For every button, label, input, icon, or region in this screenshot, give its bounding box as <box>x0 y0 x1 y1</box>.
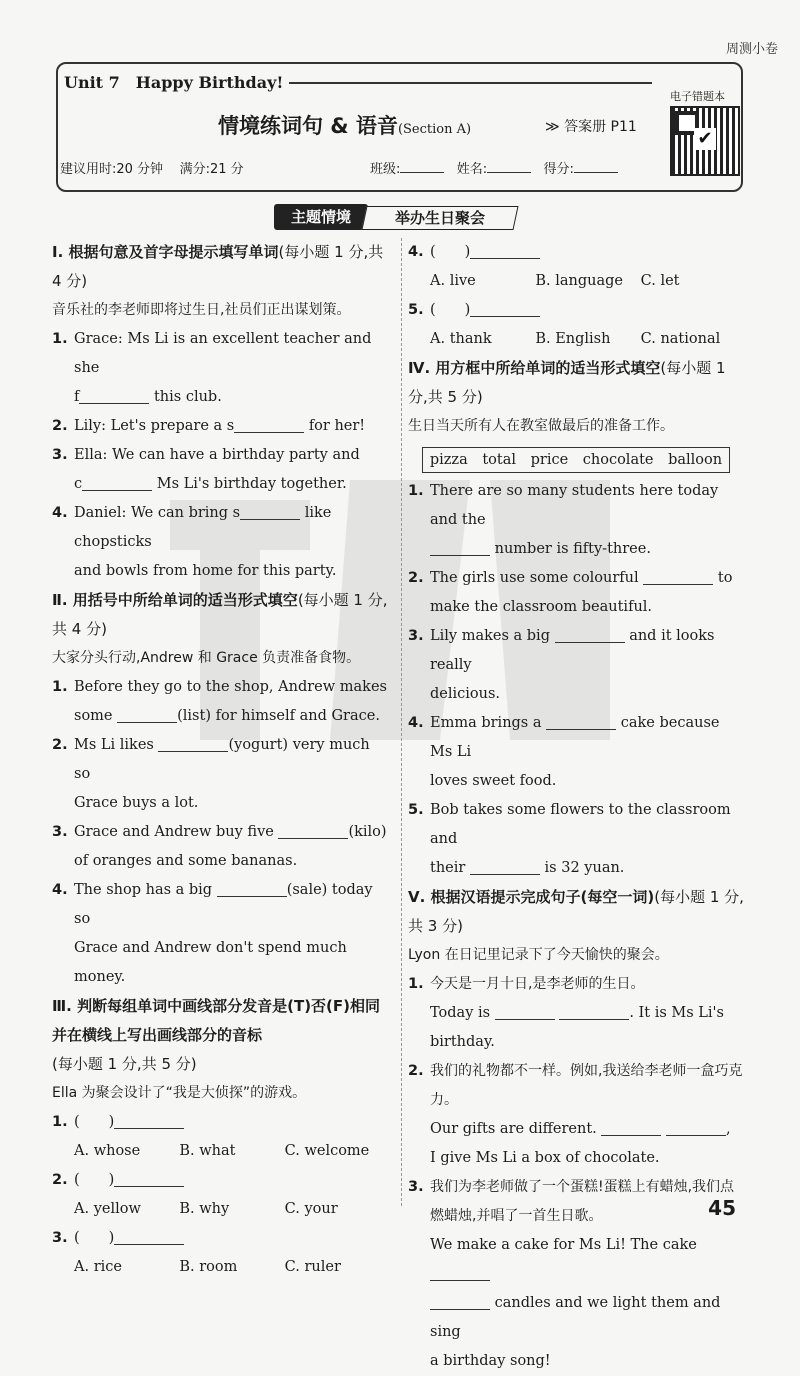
title-text: 情境练词句 & 语音 <box>218 114 398 138</box>
s4-score: (每小题 1 分,共 5 分) <box>408 359 726 406</box>
option-b: B. language <box>535 273 623 289</box>
q-text: Grace and Andrew don't spend much money. <box>74 940 347 985</box>
q-number: 5. <box>408 802 424 818</box>
q-text: Ms Li's birthday together. <box>156 476 347 492</box>
qr-code-icon[interactable] <box>670 106 740 176</box>
answer-blank[interactable] <box>117 706 177 723</box>
phonetic-blank[interactable] <box>114 1228 184 1245</box>
q-text: loves sweet food. <box>430 773 557 789</box>
option-b: B. English <box>535 331 611 347</box>
q-text: for her! <box>308 418 366 434</box>
q-text: I give Ms Li a box of chocolate. <box>430 1150 660 1166</box>
q-text: candles and we light them and sing <box>430 1295 721 1340</box>
q-number: 1. <box>52 331 68 347</box>
q-text: . It is Ms Li's <box>629 1005 724 1021</box>
section-2-heading <box>52 586 390 644</box>
q-chinese: 我们的礼物都不一样。例如,我送给李老师一盒巧克力。 <box>430 1063 743 1108</box>
page-number: 45 <box>708 1196 736 1220</box>
score-label: 得分: <box>543 162 574 177</box>
answer-blank[interactable] <box>495 1003 555 1020</box>
tf-paren[interactable]: ( ) <box>74 1172 115 1188</box>
option-b: B. what <box>179 1143 236 1159</box>
s5-question-2 <box>408 1057 746 1173</box>
q-text: and bowls from home for this party. <box>74 563 337 579</box>
phonetic-blank[interactable] <box>114 1112 184 1129</box>
s2-question-1 <box>52 673 390 731</box>
q-text: Ella: We can have a birthday party and <box>74 447 360 463</box>
q-text: is 32 yuan. <box>544 860 625 876</box>
s3-question-5 <box>408 296 746 325</box>
q-text: Lily: Let's prepare a s <box>74 418 235 434</box>
q-text: Grace buys a lot. <box>74 795 199 811</box>
option-c: C. national <box>640 331 721 347</box>
q-text: like chopsticks <box>74 505 332 550</box>
s2-question-3 <box>52 818 390 876</box>
q-text: to <box>717 570 733 586</box>
q-number: 3. <box>52 447 68 463</box>
section-3-heading <box>52 992 390 1079</box>
s2-score: (每小题 1 分,共 4 分) <box>52 591 388 638</box>
unit-title: Unit 7 Happy Birthday! <box>64 70 289 93</box>
s3-question-1 <box>52 1108 390 1137</box>
q-number: 2. <box>52 418 68 434</box>
answer-blank[interactable] <box>158 735 228 752</box>
answer-blank[interactable] <box>79 387 149 404</box>
phonetic-blank[interactable] <box>470 242 540 259</box>
q-text: Lily makes a big <box>430 628 550 644</box>
q-number: 4. <box>408 715 424 731</box>
q-text: Grace and Andrew buy five <box>74 824 274 840</box>
q-number: 1. <box>408 483 424 499</box>
q-hint: c <box>74 476 83 492</box>
section-5-context: Lyon 在日记里记录下了今天愉快的聚会。 <box>408 947 669 963</box>
q-text: (sale) today so <box>74 882 373 927</box>
s1-question-1 <box>52 325 390 412</box>
option-c: C. your <box>284 1201 338 1217</box>
q-text: (kilo) <box>348 824 387 840</box>
s4-question-4 <box>408 709 746 796</box>
option-c: C. ruler <box>284 1259 341 1275</box>
q-text: Daniel: We can bring s <box>74 505 241 521</box>
q-text: (yogurt) very much so <box>74 737 370 782</box>
q-number: 2. <box>52 1172 68 1188</box>
s3-options-4 <box>408 267 746 296</box>
q-number: 5. <box>408 302 424 318</box>
q-chinese: 今天是一月十日,是李老师的生日。 <box>430 976 645 992</box>
s3-options-3 <box>52 1253 390 1282</box>
tf-paren[interactable]: ( ) <box>74 1114 115 1130</box>
q-chinese: 我们为李老师做了一个蛋糕!蛋糕上有蜡烛,我们点燃蜡烛,并唱了一首生日歌。 <box>430 1179 735 1224</box>
q-text: (list) for himself and Grace. <box>177 708 380 724</box>
s4-head-text: Ⅳ. 用方框中所给单词的适当形式填空 <box>408 359 661 377</box>
section-label: (Section A) <box>397 122 472 137</box>
q-number: 1. <box>52 1114 68 1130</box>
q-number: 4. <box>52 882 68 898</box>
s3-score: (每小题 1 分,共 5 分) <box>52 1055 197 1073</box>
answer-blank[interactable] <box>666 1119 726 1136</box>
phonetic-blank[interactable] <box>470 300 540 317</box>
theme-tag: 主题情境 <box>274 204 368 230</box>
q-text: The girls use some colourful <box>430 570 639 586</box>
s4-question-2 <box>408 564 746 622</box>
s1-question-2 <box>52 412 390 441</box>
s3-question-2 <box>52 1166 390 1195</box>
section-1-heading <box>52 238 390 296</box>
answer-blank[interactable] <box>559 1003 629 1020</box>
s4-question-5 <box>408 796 746 883</box>
theme-title-text: 举办生日聚会 <box>394 209 485 227</box>
meta-row <box>60 158 660 177</box>
s1-score: (每小题 1 分,共 4 分) <box>52 243 384 290</box>
option-b: B. why <box>179 1201 230 1217</box>
answer-blank[interactable] <box>546 713 616 730</box>
word-box: pizza total price chocolate balloon <box>422 447 730 473</box>
class-field[interactable] <box>400 160 444 173</box>
answer-blank[interactable] <box>234 416 304 433</box>
section-2-context: 大家分头行动,Andrew 和 Grace 负责准备食物。 <box>52 650 361 666</box>
q-number: 4. <box>408 244 424 260</box>
section-3-context: Ella 为聚会设计了“我是大侦探”的游戏。 <box>52 1085 307 1101</box>
q-number: 2. <box>408 570 424 586</box>
s5-question-3 <box>408 1173 746 1376</box>
answer-blank[interactable] <box>470 858 540 875</box>
q-text: make the classroom beautiful. <box>430 599 653 615</box>
s2-question-2 <box>52 731 390 818</box>
q-text: Grace: Ms Li is an excellent teacher and she <box>74 331 372 376</box>
s3-question-4 <box>408 238 746 267</box>
option-c: C. welcome <box>284 1143 370 1159</box>
time-suggestion: 建议用时:20 分钟 <box>60 162 164 177</box>
s3-head-text: Ⅲ. 判断每组单词中画线部分发音是(T)否(F)相同并在横线上写出画线部分的音标 <box>52 997 381 1044</box>
section-4-context: 生日当天所有人在教室做最后的准备工作。 <box>408 418 674 434</box>
q-number: 3. <box>408 1179 424 1195</box>
s5-score: (每小题 1 分,共 3 分) <box>408 888 744 935</box>
answer-blank[interactable] <box>240 503 300 520</box>
unit-divider <box>272 82 652 84</box>
section-4-heading <box>408 354 746 412</box>
s4-question-3 <box>408 622 746 709</box>
option-b: B. room <box>179 1259 238 1275</box>
worksheet-title <box>218 110 471 140</box>
answer-blank[interactable] <box>278 822 348 839</box>
q-text: cake because Ms Li <box>430 715 720 760</box>
q-text: , <box>726 1121 731 1137</box>
phonetic-blank[interactable] <box>114 1170 184 1187</box>
q-number: 1. <box>408 976 424 992</box>
column-divider <box>401 238 402 1206</box>
s5-question-1 <box>408 970 746 1057</box>
option-c: C. let <box>640 273 680 289</box>
s1-head-text: Ⅰ. 根据句意及首字母提示填写单词 <box>52 243 279 261</box>
answer-blank[interactable] <box>555 626 625 643</box>
answer-reference: ≫ 答案册 P11 <box>545 119 637 135</box>
q-text: Before they go to the shop, Andrew makes <box>74 679 387 695</box>
answer-blank[interactable] <box>430 1293 490 1310</box>
left-column <box>52 238 390 1282</box>
section-5-heading <box>408 883 746 941</box>
theme-title <box>361 206 518 230</box>
class-label: 班级: <box>369 162 401 177</box>
option-a: A. live <box>430 273 476 289</box>
name-label: 姓名: <box>456 162 488 177</box>
answer-blank[interactable] <box>82 474 152 491</box>
answer-blank[interactable] <box>430 1264 490 1281</box>
answer-blank[interactable] <box>217 880 287 897</box>
s1-question-4 <box>52 499 390 586</box>
q-number: 1. <box>52 679 68 695</box>
q-text: number is fifty-three. <box>494 541 651 557</box>
option-a: A. rice <box>74 1259 122 1275</box>
q-text: this club. <box>153 389 222 405</box>
page-tag: 周测小卷 <box>725 42 778 57</box>
answer-blank[interactable] <box>430 539 490 556</box>
q-number: 2. <box>408 1063 424 1079</box>
q-text: Emma brings a <box>430 715 542 731</box>
s3-question-3 <box>52 1224 390 1253</box>
tf-paren[interactable]: ( ) <box>74 1230 115 1246</box>
s3-options-1 <box>52 1137 390 1166</box>
s5-head-text: Ⅴ. 根据汉语提示完成句子(每空一词) <box>408 888 655 906</box>
full-score: 满分:21 分 <box>179 162 244 177</box>
option-a: A. yellow <box>74 1201 141 1217</box>
tf-paren[interactable]: ( ) <box>430 302 471 318</box>
q-number: 3. <box>408 628 424 644</box>
answer-blank[interactable] <box>643 568 713 585</box>
q-text: Today is <box>430 1005 491 1021</box>
s3-options-5 <box>408 325 746 354</box>
q-text: of oranges and some bananas. <box>74 853 298 869</box>
q-number: 3. <box>52 824 68 840</box>
q-text: their <box>430 860 466 876</box>
q-number: 4. <box>52 505 68 521</box>
q-text: a birthday song! <box>430 1353 551 1369</box>
right-column <box>408 238 746 1376</box>
s4-question-1 <box>408 477 746 564</box>
q-text: Our gifts are different. <box>430 1121 597 1137</box>
s1-question-3 <box>52 441 390 499</box>
answer-blank[interactable] <box>601 1119 661 1136</box>
option-a: A. thank <box>430 331 492 347</box>
name-field[interactable] <box>487 160 531 173</box>
s3-options-2 <box>52 1195 390 1224</box>
q-text: The shop has a big <box>74 882 213 898</box>
s2-question-4 <box>52 876 390 992</box>
s2-head-text: Ⅱ. 用括号中所给单词的适当形式填空 <box>52 591 298 609</box>
q-text: Ms Li likes <box>74 737 154 753</box>
qr-label: 电子错题本 <box>670 90 725 103</box>
q-text: delicious. <box>430 686 501 702</box>
q-number: 2. <box>52 737 68 753</box>
option-a: A. whose <box>74 1143 141 1159</box>
q-text: We make a cake for Ms Li! The cake <box>430 1237 697 1253</box>
q-text: some <box>74 708 113 724</box>
score-field[interactable] <box>574 160 618 173</box>
q-number: 3. <box>52 1230 68 1246</box>
q-hint: f <box>74 389 80 405</box>
q-text: and it looks really <box>430 628 715 673</box>
tf-paren[interactable]: ( ) <box>430 244 471 260</box>
q-text: There are so many students here today and the <box>430 483 719 528</box>
q-text: birthday. <box>430 1034 495 1050</box>
q-text: Bob takes some flowers to the classroom and <box>430 802 731 847</box>
section-1-context: 音乐社的李老师即将过生日,社员们正出谋划策。 <box>52 302 351 318</box>
